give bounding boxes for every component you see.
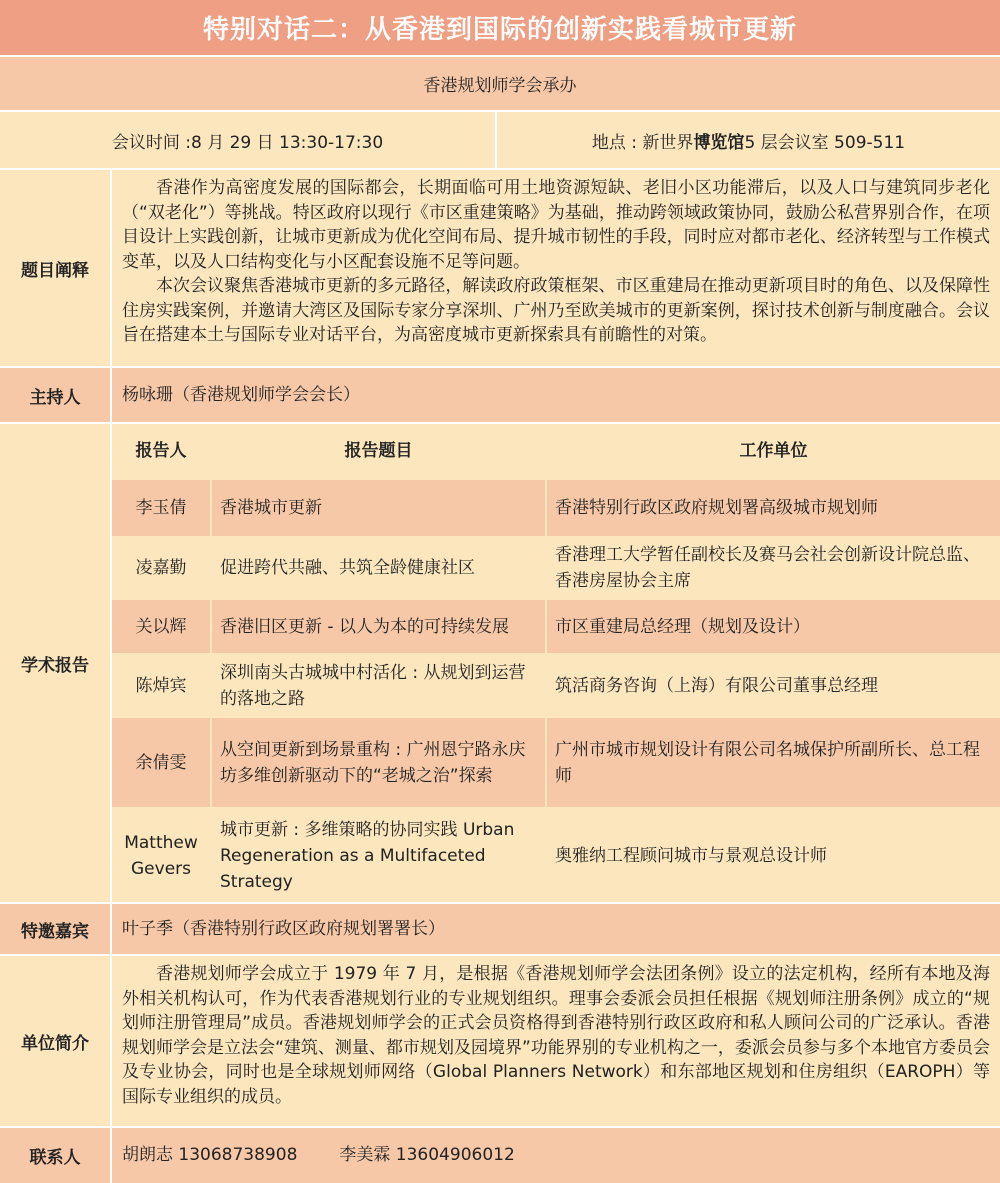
- table-row: [112, 538, 1000, 598]
- speaker-name: 李玉倩: [112, 480, 210, 536]
- host-value: 杨咏珊（香港规划师学会会长）: [112, 368, 1000, 422]
- speaker-unit: 筑活商务咨询（上海）有限公司董事总经理: [547, 655, 1000, 716]
- reports-row: [0, 424, 1000, 902]
- intro-text: [112, 956, 1000, 1126]
- reports-table: [112, 424, 1000, 902]
- speaker-unit: 香港特别行政区政府规划署高级城市规划师: [547, 480, 1000, 536]
- reports-label: 学术报告: [0, 424, 110, 902]
- speaker-name: 关以辉: [112, 600, 210, 653]
- intro-label: 单位简介: [0, 956, 110, 1126]
- time-location-row: [0, 112, 1000, 168]
- report-topic: 深圳南头古城城中村活化 : 从规划到运营的落地之路: [212, 655, 545, 716]
- topic-paragraph-2: 本次会议聚焦香港城市更新的多元路径，解读政府政策框架、市区重建局在推动更新项目时的角色、以及保障性住房实践案例，并邀请大湾区及国际专家分享深圳、广州乃至欧美城市的更新案例，探讨技术创新与制度融合。会议旨在搭建本土与国际专业对话平台，为高密度城市更新探索具有前瞻性的对策。: [122, 276, 990, 345]
- reports-header-row: [112, 424, 1000, 478]
- header-unit: 工作单位: [547, 424, 1000, 478]
- table-row: [112, 809, 1000, 902]
- contact-label: 联系人: [0, 1128, 110, 1183]
- table-row: [112, 655, 1000, 716]
- speaker-unit: 香港理工大学暂任副校长及赛马会社会创新设计院总监、香港房屋协会主席: [547, 538, 1000, 598]
- report-topic: 从空间更新到场景重构 : 广州恩宁路永庆坊多维创新驱动下的“老城之治”探索: [212, 718, 545, 807]
- guest-value: 叶子季（香港特别行政区政府规划署署长）: [112, 904, 1000, 954]
- organizer: 香港规划师学会承办: [0, 57, 1000, 110]
- report-topic: 香港旧区更新 - 以人为本的可持续发展: [212, 600, 545, 653]
- speaker-unit: 广州市城市规划设计有限公司名城保护所副所长、总工程师: [547, 718, 1000, 807]
- guest-row: [0, 904, 1000, 954]
- contact-person-2: 李美霖 13604906012: [339, 1145, 515, 1166]
- report-topic: 促进跨代共融、共筑全龄健康社区: [212, 538, 545, 598]
- host-label: 主持人: [0, 368, 110, 422]
- contact-person-1: 胡朗志 13068738908: [122, 1145, 298, 1166]
- table-row: [112, 600, 1000, 653]
- report-topic: 城市更新 : 多维策略的协同实践 Urban Regeneration as a Multifaceted Strategy: [212, 809, 545, 902]
- location-venue: 博览馆: [693, 132, 745, 153]
- topic-label: 题目阐释: [0, 170, 110, 366]
- speaker-name: 凌嘉勤: [112, 538, 210, 598]
- topic-row: [0, 170, 1000, 366]
- topic-paragraph-1: 香港作为高密度发展的国际都会，长期面临可用土地资源短缺、老旧小区功能滞后，以及人口与建筑同步老化（“双老化”）等挑战。特区政府以现行《市区重建策略》为基础，推动跨领域政策协同，鼓励公私营界别合作，在项目设计上实践创新，让城市更新成为优化空间布局、提升城市韧性的手段，同时应对都市老化、经济转型与工作模式变革，以及人口结构变化与小区配套设施不足等问题。: [122, 178, 990, 272]
- speaker-name: 余倩雯: [112, 718, 210, 807]
- speaker-name: 陈焯宾: [112, 655, 210, 716]
- speaker-unit: 市区重建局总经理（规划及设计）: [547, 600, 1000, 653]
- location-suffix: 5 层会议室 509-511: [744, 132, 906, 153]
- location-prefix: 地点 : 新世界: [591, 132, 694, 153]
- table-row: [112, 480, 1000, 536]
- host-row: [0, 368, 1000, 422]
- intro-paragraph: 香港规划师学会成立于 1979 年 7 月，是根据《香港规划师学会法团条例》设立的法定机构，经所有本地及海外相关机构认可，作为代表香港规划行业的专业规划组织。理事会委派会员担任根据《规划师注册条例》成立的“规划师注册管理局”成员。香港规划师学会的正式会员资格得到香港特别行政区政府和私人顾问公司的广泛承认。香港规划师学会是立法会“建筑、测量、都市规划及园境界”功能界别的专业机构之一，委派会员参与多个本地官方委员会及专业协会，同时也是全球规划师网络（Global Planners Network）和东部地区规划和住房组织（EAROPH）等国际专业组织的成员。: [122, 964, 990, 1107]
- meeting-location: [497, 112, 1000, 168]
- header-topic: 报告题目: [212, 424, 545, 478]
- page-title: 特别对话二：从香港到国际的创新实践看城市更新: [0, 0, 1000, 55]
- intro-row: [0, 956, 1000, 1126]
- table-row: [112, 718, 1000, 807]
- speaker-name: Matthew Gevers: [112, 809, 210, 902]
- contact-value: [112, 1128, 1000, 1183]
- report-topic: 香港城市更新: [212, 480, 545, 536]
- header-speaker: 报告人: [112, 424, 210, 478]
- speaker-unit: 奥雅纳工程顾问城市与景观总设计师: [547, 809, 1000, 902]
- meeting-time: 会议时间 :8 月 29 日 13:30-17:30: [0, 112, 495, 168]
- guest-label: 特邀嘉宾: [0, 904, 110, 954]
- contact-row: [0, 1128, 1000, 1183]
- topic-text: [112, 170, 1000, 366]
